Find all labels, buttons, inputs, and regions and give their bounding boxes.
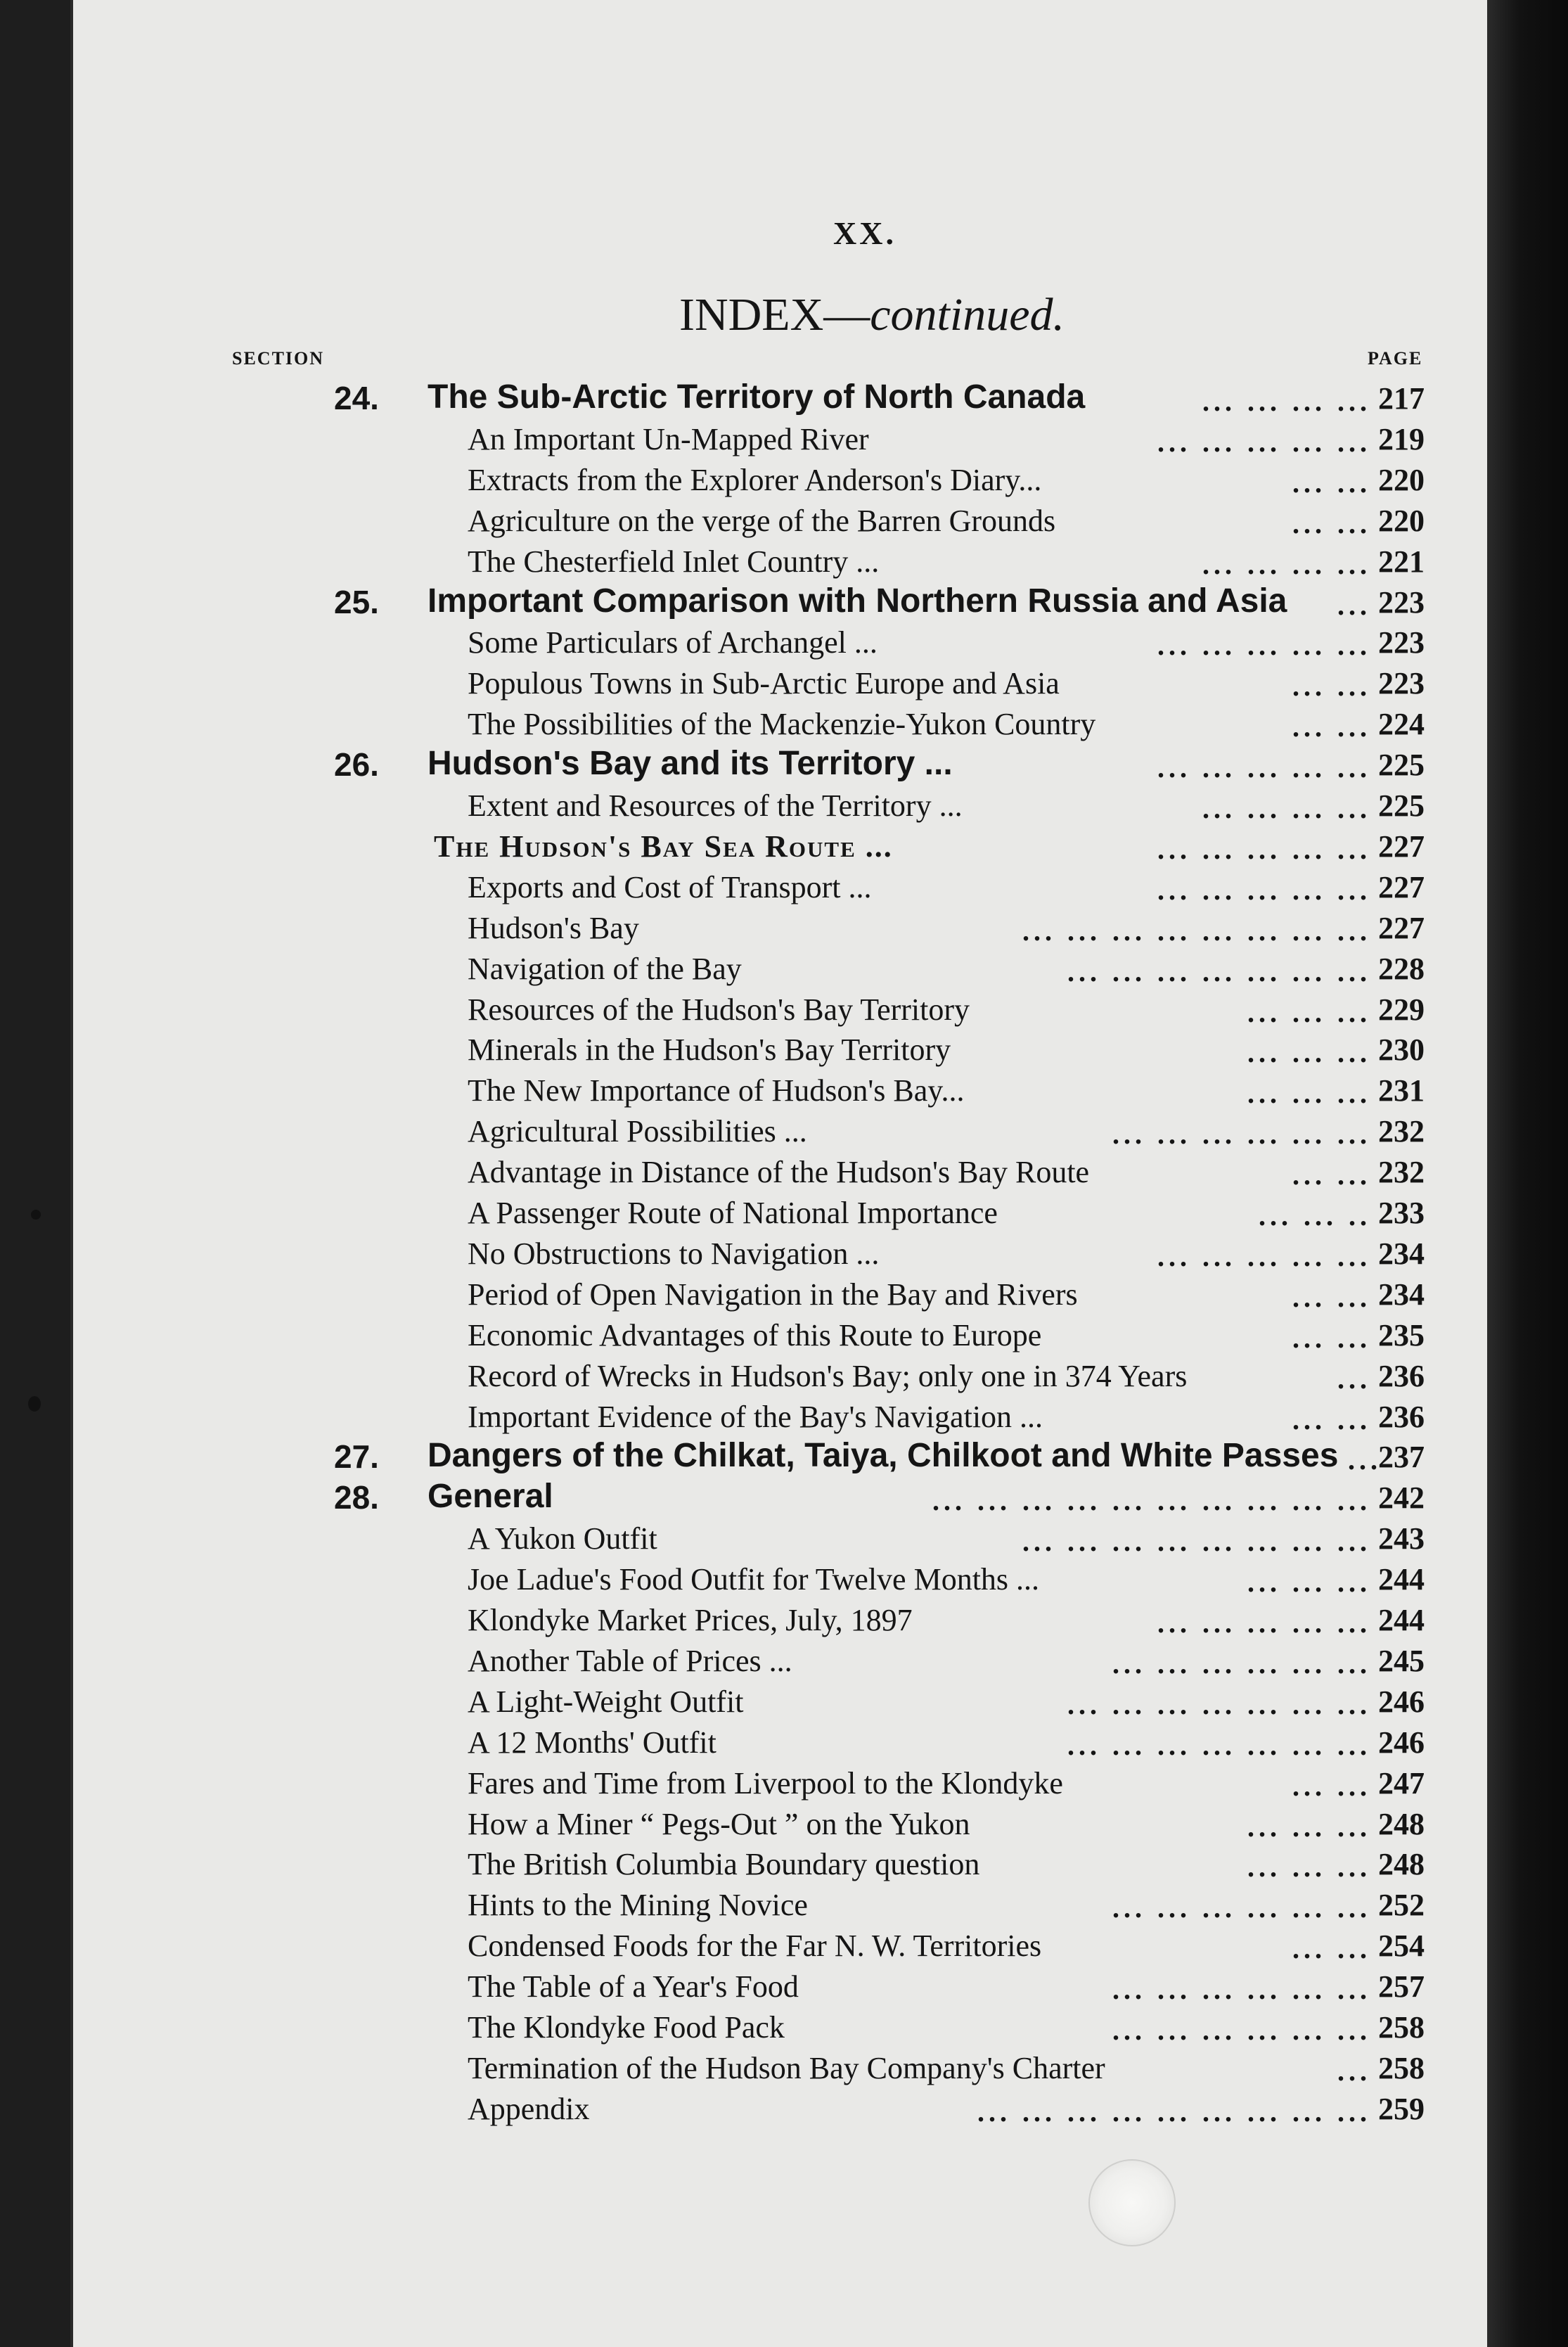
dot-leader: ... ... ... ... ... ... ... ... ... ... <box>932 1485 1371 1516</box>
page-number: 246 <box>1378 1684 1425 1719</box>
dot-leader: ... ... ... ... ... ... <box>1112 1648 1371 1680</box>
dot-leader: ... <box>1337 1363 1371 1395</box>
library-stamp <box>1088 2159 1176 2246</box>
dot-leader: ... ... ... <box>1247 997 1371 1028</box>
page-number: 245 <box>1378 1644 1425 1678</box>
dot-leader: ... ... ... ... ... ... ... <box>1067 1729 1371 1761</box>
dot-leader: ... ... ... <box>1247 1851 1371 1883</box>
dot-leader: ... ... ... ... ... <box>1157 426 1371 458</box>
page-number: 247 <box>1378 1766 1425 1801</box>
dot-leader: ... ... ... ... <box>1202 549 1371 580</box>
page-number: 220 <box>1378 463 1425 497</box>
dot-leader: ... ... ... ... ... ... <box>1112 2014 1371 2046</box>
dot-leader: ... ... ... ... ... ... <box>1112 1118 1371 1150</box>
index-entry <box>0 987 1491 1028</box>
page-number: 228 <box>1378 952 1425 986</box>
entry-title: Minerals in the Hudson's Bay Territory <box>468 1032 951 1067</box>
dot-leader: ... ... <box>1292 1281 1371 1313</box>
dot-leader: ... ... <box>1292 1933 1371 1964</box>
page-number: 232 <box>1378 1155 1425 1189</box>
page-number: 229 <box>1378 992 1425 1027</box>
index-entry <box>0 661 1491 702</box>
page-number: 244 <box>1378 1562 1425 1597</box>
page-number: 243 <box>1378 1521 1425 1556</box>
page-number: 242 <box>1378 1481 1425 1515</box>
dot-leader: ... ... ... ... ... <box>1157 629 1371 661</box>
dot-leader: ... ... ... ... ... <box>1157 833 1371 865</box>
entry-title: Another Table of Prices ... <box>468 1644 792 1678</box>
dot-leader: ... <box>1348 1444 1382 1476</box>
dot-leader: ... ... ... <box>1247 1811 1371 1843</box>
entry-title: Dangers of the Chilkat, Taiya, Chilkoot and White Passes <box>428 1437 1339 1474</box>
dot-leader: ... ... ... <box>1247 1037 1371 1068</box>
dot-leader: ... ... ... <box>1247 1077 1371 1109</box>
entry-title: Important Evidence of the Bay's Navigation ... <box>468 1400 1043 1434</box>
index-entry <box>0 458 1491 499</box>
entry-title: A Light-Weight Outfit <box>468 1684 744 1719</box>
index-entry <box>0 947 1491 987</box>
page-number: 257 <box>1378 1969 1425 2004</box>
section-entry <box>0 580 1491 621</box>
dot-leader: ... ... ... ... ... ... <box>1112 1974 1371 2005</box>
entry-title: The British Columbia Boundary question <box>468 1847 980 1881</box>
page-number: 252 <box>1378 1888 1425 1922</box>
entry-title: Exports and Cost of Transport ... <box>468 870 872 904</box>
scan-right-margin <box>1487 0 1568 2347</box>
index-entry <box>0 2087 1491 2128</box>
page-number: 244 <box>1378 1603 1425 1637</box>
page-number: 248 <box>1378 1807 1425 1841</box>
dot-leader: ... ... <box>1292 1404 1371 1435</box>
dot-leader: ... ... ... ... ... <box>1157 752 1371 784</box>
entry-title: The Sub-Arctic Territory of North Canada <box>428 378 1086 416</box>
index-entry <box>0 1028 1491 1068</box>
column-header-section: SECTION <box>232 348 325 369</box>
page-folio: XX. <box>833 215 897 251</box>
page-number: 217 <box>1378 381 1425 416</box>
entry-title: Hudson's Bay and its Territory ... <box>428 745 953 782</box>
index-entry <box>0 1598 1491 1639</box>
index-entry <box>0 865 1491 906</box>
entry-title: Hints to the Mining Novice <box>468 1888 808 1922</box>
page-number: 236 <box>1378 1400 1425 1434</box>
dot-leader: ... ... ... ... ... ... <box>1112 1892 1371 1924</box>
index-entry <box>0 1924 1491 1964</box>
scan-speck <box>31 1210 41 1220</box>
page-number: 224 <box>1378 707 1425 741</box>
page-number: 231 <box>1378 1073 1425 1108</box>
dot-leader: ... <box>1337 2055 1371 2087</box>
dot-leader: ... ... <box>1292 1159 1371 1191</box>
entry-title: Populous Towns in Sub-Arctic Europe and Asia <box>468 666 1060 701</box>
dot-leader: ... ... ... ... ... ... ... ... <box>1022 915 1371 947</box>
entry-title: Period of Open Navigation in the Bay and Rivers <box>468 1277 1078 1312</box>
index-entry <box>0 499 1491 539</box>
index-entry <box>0 1680 1491 1720</box>
entry-title: Fares and Time from Liverpool to the Klondyke <box>468 1766 1063 1801</box>
index-entry <box>0 1842 1491 1883</box>
index-entry <box>0 1272 1491 1313</box>
entry-title: A 12 Months' Outfit <box>468 1725 716 1760</box>
dot-leader: ... ... ... ... <box>1202 793 1371 824</box>
index-entry <box>0 417 1491 458</box>
entry-title: Economic Advantages of this Route to Europe <box>468 1318 1042 1352</box>
dot-leader: ... ... ... ... ... <box>1157 1241 1371 1272</box>
dot-leader: ... ... <box>1292 1322 1371 1354</box>
index-entry <box>0 784 1491 824</box>
page-heading <box>0 288 1568 342</box>
page-number: 225 <box>1378 748 1425 782</box>
page-number: 219 <box>1378 422 1425 456</box>
entry-title: Some Particulars of Archangel ... <box>468 625 878 660</box>
page-number: 227 <box>1378 870 1425 904</box>
dot-leader: ... ... .. <box>1259 1200 1371 1232</box>
page-number: 223 <box>1378 625 1425 660</box>
index-entry <box>0 539 1491 580</box>
entry-title: The New Importance of Hudson's Bay... <box>468 1073 965 1108</box>
section-number: 24. <box>334 380 379 416</box>
entry-title: A Yukon Outfit <box>468 1521 657 1556</box>
index-entry <box>0 1639 1491 1680</box>
dot-leader: ... ... ... ... ... ... ... ... ... <box>977 2096 1371 2128</box>
entry-title: Extracts from the Explorer Anderson's Diary... <box>468 463 1042 497</box>
entry-title: General <box>428 1478 553 1515</box>
index-entry <box>0 1068 1491 1109</box>
entry-title: Resources of the Hudson's Bay Territory <box>468 992 970 1027</box>
index-entry <box>0 1109 1491 1150</box>
dot-leader: ... ... <box>1292 670 1371 702</box>
dot-leader: ... ... <box>1292 1770 1371 1802</box>
page-number: 221 <box>1378 544 1425 579</box>
entry-title: The Hudson's Bay Sea Route ... <box>434 829 893 864</box>
entry-title: Hudson's Bay <box>468 911 639 945</box>
entry-title: The Table of a Year's Food <box>468 1969 799 2004</box>
page-number: 234 <box>1378 1277 1425 1312</box>
dot-leader: ... ... <box>1292 467 1371 499</box>
entry-title: Condensed Foods for the Far N. W. Territories <box>468 1929 1042 1963</box>
page-number: 258 <box>1378 2051 1425 2085</box>
index-entry <box>0 1720 1491 1761</box>
page-number: 227 <box>1378 829 1425 864</box>
scan-speck <box>28 1396 41 1412</box>
entry-title: Joe Ladue's Food Outfit for Twelve Months ... <box>468 1562 1040 1597</box>
section-number: 26. <box>334 746 379 783</box>
page-number: 223 <box>1378 585 1425 620</box>
entry-title: The Chesterfield Inlet Country ... <box>468 544 880 579</box>
section-entry <box>0 1476 1491 1516</box>
heading-italic: continued. <box>870 289 1065 340</box>
dot-leader: ... ... ... ... ... ... ... <box>1067 956 1371 987</box>
section-number: 27. <box>334 1438 379 1475</box>
entry-title: A Passenger Route of National Importance <box>468 1196 998 1230</box>
index-entry <box>0 1802 1491 1843</box>
entry-title: The Klondyke Food Pack <box>468 2010 785 2045</box>
heading-main: INDEX— <box>679 289 870 340</box>
entry-title: Appendix <box>468 2092 590 2126</box>
entry-title: Extent and Resources of the Territory ... <box>468 788 963 823</box>
page-number: 246 <box>1378 1725 1425 1760</box>
dot-leader: ... ... ... ... ... <box>1157 1607 1371 1639</box>
index-entry <box>0 1964 1491 2005</box>
entry-title: The Possibilities of the Mackenzie-Yukon Country <box>468 707 1096 741</box>
dot-leader: ... ... ... ... ... ... ... <box>1067 1689 1371 1720</box>
page-number: 230 <box>1378 1032 1425 1067</box>
index-entry <box>0 1557 1491 1598</box>
entry-title: An Important Un-Mapped River <box>468 422 869 456</box>
page-number: 236 <box>1378 1359 1425 1393</box>
dot-leader: ... ... ... ... <box>1202 385 1371 417</box>
entry-title: Termination of the Hudson Bay Company's Charter <box>468 2051 1105 2085</box>
index-entry <box>0 1232 1491 1272</box>
index-entry <box>0 1761 1491 1802</box>
page-number: 225 <box>1378 788 1425 823</box>
page-number: 232 <box>1378 1114 1425 1149</box>
dot-leader: ... ... <box>1292 711 1371 743</box>
index-entry <box>0 702 1491 743</box>
column-header-page: PAGE <box>1368 348 1423 369</box>
entry-title: Advantage in Distance of the Hudson's Bay Route <box>468 1155 1090 1189</box>
index-entry <box>0 906 1491 947</box>
index-entry <box>0 1516 1491 1557</box>
dot-leader: ... ... ... <box>1247 1566 1371 1598</box>
page-number: 234 <box>1378 1236 1425 1271</box>
page-number: 237 <box>1378 1440 1425 1474</box>
page-number: 258 <box>1378 2010 1425 2045</box>
index-entry <box>0 1191 1491 1232</box>
index-entry <box>0 1883 1491 1924</box>
page-number: 223 <box>1378 666 1425 701</box>
entry-title: No Obstructions to Navigation ... <box>468 1236 880 1271</box>
entry-title: Agricultural Possibilities ... <box>468 1114 807 1149</box>
section-number: 28. <box>334 1479 379 1516</box>
index-entry <box>0 2046 1491 2087</box>
dot-leader: ... ... ... ... ... <box>1157 874 1371 906</box>
index-entry <box>0 1395 1491 1435</box>
entry-title: Navigation of the Bay <box>468 952 742 986</box>
index-entry <box>0 1313 1491 1354</box>
page-number: 220 <box>1378 504 1425 538</box>
section-number: 25. <box>334 584 379 620</box>
page-number: 227 <box>1378 911 1425 945</box>
entry-title: Record of Wrecks in Hudson's Bay; only one in 374 Years <box>468 1359 1188 1393</box>
section-entry <box>0 376 1491 417</box>
page-number: 233 <box>1378 1196 1425 1230</box>
index-entry <box>0 620 1491 661</box>
index-entry <box>0 2005 1491 2046</box>
entry-title: How a Miner “ Pegs-Out ” on the Yukon <box>468 1807 970 1841</box>
entry-title: Klondyke Market Prices, July, 1897 <box>468 1603 913 1637</box>
entry-title: Important Comparison with Northern Russia and Asia <box>428 582 1287 620</box>
dot-leader: ... ... ... ... ... ... ... ... <box>1022 1526 1371 1557</box>
page-number: 248 <box>1378 1847 1425 1881</box>
section-entry <box>0 743 1491 784</box>
dot-leader: ... <box>1337 589 1371 621</box>
index-entry <box>0 1150 1491 1191</box>
index-entry <box>0 824 1491 865</box>
page-number: 259 <box>1378 2092 1425 2126</box>
dot-leader: ... ... <box>1292 508 1371 539</box>
index-entry <box>0 1354 1491 1395</box>
page-number: 235 <box>1378 1318 1425 1352</box>
section-entry <box>0 1435 1491 1476</box>
page-number: 254 <box>1378 1929 1425 1963</box>
entry-title: Agriculture on the verge of the Barren Grounds <box>468 504 1056 538</box>
